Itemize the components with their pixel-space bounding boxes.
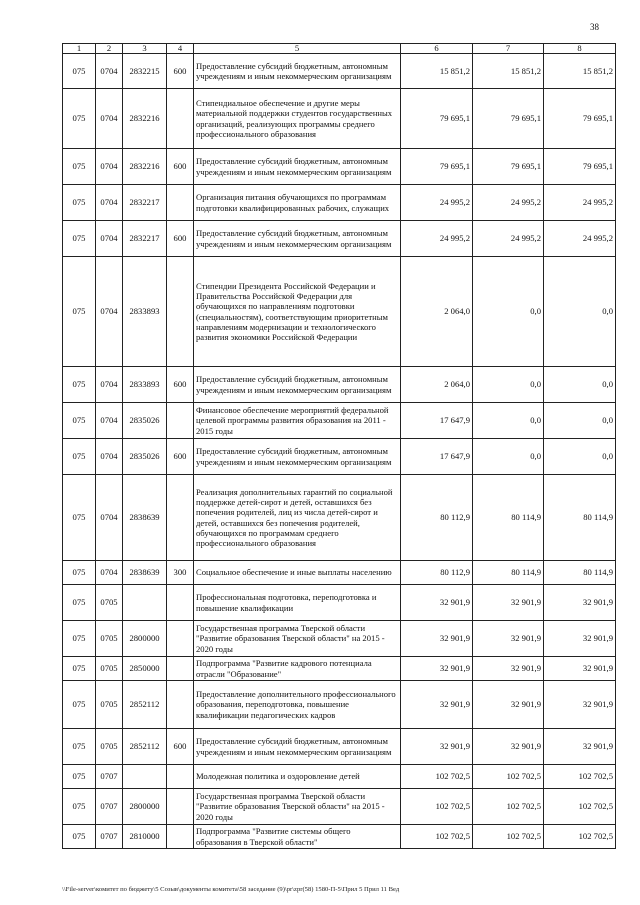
cell-section-code: 0704 [96, 149, 123, 185]
cell-value-2016: 0,0 [473, 403, 544, 439]
page-number: 38 [590, 22, 599, 32]
cell-description: Государственная программа Тверской области "Развитие образования Тверской области" на 2015 - 2020 годы [194, 789, 401, 825]
cell-value-2015: 79 695,1 [401, 149, 473, 185]
table-row [63, 403, 616, 439]
table-row [63, 789, 616, 825]
cell-expense-type [167, 789, 194, 825]
cell-target-code: 2832215 [123, 54, 167, 89]
cell-description: Профессиональная подготовка, переподготовка и повышение квалификации [194, 585, 401, 621]
cell-admin-code: 075 [63, 439, 96, 475]
cell-description: Финансовое обеспечение мероприятий федеральной целевой программы развития образования на 2011 - 2015 годы [194, 403, 401, 439]
cell-value-2015: 24 995,2 [401, 185, 473, 221]
file-path-footer: \\File-server\комитет по бюджету\5 Созыв\документы комитета\58 заседание (9)\pr\zpr(58) 1580-П-5\Прил 5 Прил 11 Вед [62, 886, 400, 893]
cell-admin-code: 075 [63, 765, 96, 789]
cell-value-2016: 0,0 [473, 257, 544, 367]
cell-value-2016: 0,0 [473, 367, 544, 403]
cell-section-code: 0704 [96, 257, 123, 367]
cell-admin-code: 075 [63, 89, 96, 149]
cell-section-code: 0704 [96, 439, 123, 475]
table-row [63, 221, 616, 257]
cell-value-2015: 32 901,9 [401, 657, 473, 681]
cell-section-code: 0704 [96, 561, 123, 585]
cell-value-2017: 24 995,2 [544, 185, 616, 221]
cell-expense-type: 600 [167, 367, 194, 403]
cell-target-code: 2838639 [123, 561, 167, 585]
header-cell: 3 [123, 44, 167, 54]
cell-description: Предоставление субсидий бюджетным, автономным учреждениям и иным некоммерческим организациям [194, 439, 401, 475]
cell-admin-code: 075 [63, 681, 96, 729]
cell-admin-code: 075 [63, 621, 96, 657]
cell-value-2017: 102 702,5 [544, 765, 616, 789]
cell-section-code: 0707 [96, 825, 123, 849]
cell-value-2016: 102 702,5 [473, 789, 544, 825]
cell-value-2015: 102 702,5 [401, 789, 473, 825]
cell-admin-code: 075 [63, 561, 96, 585]
cell-section-code: 0704 [96, 221, 123, 257]
header-cell: 6 [401, 44, 473, 54]
table-row [63, 765, 616, 789]
header-cell: 8 [544, 44, 616, 54]
cell-value-2016: 102 702,5 [473, 825, 544, 849]
table-row [63, 439, 616, 475]
table-row [63, 825, 616, 849]
cell-target-code [123, 585, 167, 621]
table-row [63, 54, 616, 89]
cell-value-2016: 32 901,9 [473, 657, 544, 681]
cell-value-2017: 79 695,1 [544, 149, 616, 185]
cell-expense-type: 600 [167, 149, 194, 185]
cell-target-code: 2835026 [123, 403, 167, 439]
cell-target-code: 2850000 [123, 657, 167, 681]
cell-value-2016: 80 114,9 [473, 561, 544, 585]
cell-target-code: 2852112 [123, 729, 167, 765]
cell-value-2017: 32 901,9 [544, 657, 616, 681]
cell-target-code: 2810000 [123, 825, 167, 849]
cell-expense-type: 600 [167, 54, 194, 89]
cell-target-code: 2832216 [123, 149, 167, 185]
header-row [63, 44, 616, 54]
cell-description: Предоставление субсидий бюджетным, автономным учреждениям и иным некоммерческим организациям [194, 367, 401, 403]
cell-value-2017: 0,0 [544, 257, 616, 367]
header-cell: 7 [473, 44, 544, 54]
cell-admin-code: 075 [63, 149, 96, 185]
cell-value-2016: 32 901,9 [473, 585, 544, 621]
cell-admin-code: 075 [63, 475, 96, 561]
cell-value-2016: 15 851,2 [473, 54, 544, 89]
cell-value-2017: 80 114,9 [544, 561, 616, 585]
cell-admin-code: 075 [63, 825, 96, 849]
cell-description: Реализация дополнительных гарантий по социальной поддержке детей-сирот и детей, оставшихся без попечения родителей, лиц из числа детей-сирот и детей, оставшихся без попечения родителей, обучающихся по программам среднего профессионального образования [194, 475, 401, 561]
cell-target-code: 2852112 [123, 681, 167, 729]
cell-description: Предоставление субсидий бюджетным, автономным учреждениям и иным некоммерческим организациям [194, 54, 401, 89]
cell-value-2015: 79 695,1 [401, 89, 473, 149]
cell-description: Организация питания обучающихся по программам подготовки квалифицированных рабочих, служащих [194, 185, 401, 221]
cell-description: Государственная программа Тверской области "Развитие образования Тверской области" на 2015 - 2020 годы [194, 621, 401, 657]
cell-value-2015: 2 064,0 [401, 367, 473, 403]
cell-target-code: 2800000 [123, 621, 167, 657]
cell-section-code: 0704 [96, 403, 123, 439]
cell-section-code: 0705 [96, 621, 123, 657]
cell-description: Стипендиальное обеспечение и другие меры материальной поддержки студентов государственных организаций, реализующих программы среднего профессионального образования [194, 89, 401, 149]
cell-value-2015: 80 112,9 [401, 475, 473, 561]
cell-value-2015: 32 901,9 [401, 681, 473, 729]
cell-expense-type [167, 681, 194, 729]
cell-value-2015: 102 702,5 [401, 765, 473, 789]
cell-value-2016: 0,0 [473, 439, 544, 475]
cell-section-code: 0707 [96, 765, 123, 789]
table-row [63, 585, 616, 621]
cell-admin-code: 075 [63, 367, 96, 403]
cell-expense-type [167, 89, 194, 149]
cell-section-code: 0707 [96, 789, 123, 825]
cell-admin-code: 075 [63, 257, 96, 367]
cell-expense-type: 600 [167, 439, 194, 475]
cell-expense-type [167, 403, 194, 439]
cell-target-code: 2800000 [123, 789, 167, 825]
table-row [63, 475, 616, 561]
cell-description: Предоставление субсидий бюджетным, автономным учреждениям и иным некоммерческим организациям [194, 729, 401, 765]
header-cell: 2 [96, 44, 123, 54]
cell-value-2017: 102 702,5 [544, 789, 616, 825]
table-row [63, 185, 616, 221]
cell-value-2015: 32 901,9 [401, 585, 473, 621]
cell-section-code: 0705 [96, 585, 123, 621]
table-row [63, 89, 616, 149]
cell-section-code: 0705 [96, 681, 123, 729]
cell-description: Предоставление дополнительного профессионального образования, переподготовка, повышение квалификации педагогических кадров [194, 681, 401, 729]
cell-expense-type [167, 585, 194, 621]
cell-target-code: 2832216 [123, 89, 167, 149]
cell-expense-type [167, 657, 194, 681]
cell-target-code [123, 765, 167, 789]
cell-value-2017: 0,0 [544, 439, 616, 475]
cell-value-2016: 80 114,9 [473, 475, 544, 561]
budget-table [62, 43, 616, 849]
cell-value-2017: 102 702,5 [544, 825, 616, 849]
cell-value-2016: 32 901,9 [473, 621, 544, 657]
cell-value-2017: 0,0 [544, 403, 616, 439]
cell-expense-type [167, 825, 194, 849]
cell-description: Предоставление субсидий бюджетным, автономным учреждениям и иным некоммерческим организациям [194, 149, 401, 185]
cell-section-code: 0705 [96, 657, 123, 681]
cell-value-2015: 32 901,9 [401, 621, 473, 657]
cell-value-2017: 15 851,2 [544, 54, 616, 89]
cell-target-code: 2832217 [123, 185, 167, 221]
cell-value-2017: 32 901,9 [544, 621, 616, 657]
cell-description: Предоставление субсидий бюджетным, автономным учреждениям и иным некоммерческим организациям [194, 221, 401, 257]
cell-admin-code: 075 [63, 789, 96, 825]
cell-expense-type: 600 [167, 221, 194, 257]
cell-value-2015: 80 112,9 [401, 561, 473, 585]
cell-value-2017: 32 901,9 [544, 585, 616, 621]
cell-expense-type: 300 [167, 561, 194, 585]
cell-admin-code: 075 [63, 729, 96, 765]
cell-value-2015: 17 647,9 [401, 403, 473, 439]
cell-value-2015: 102 702,5 [401, 825, 473, 849]
cell-description: Подпрограмма "Развитие системы общего образования в Тверской области" [194, 825, 401, 849]
cell-section-code: 0704 [96, 89, 123, 149]
cell-expense-type [167, 185, 194, 221]
cell-value-2015: 15 851,2 [401, 54, 473, 89]
cell-value-2017: 24 995,2 [544, 221, 616, 257]
cell-value-2016: 79 695,1 [473, 149, 544, 185]
header-cell: 4 [167, 44, 194, 54]
cell-description: Стипендии Президента Российской Федерации и Правительства Российской Федерации для обучающихся по направлениям подготовки (специальностям), соответствующим приоритетным направлениям модернизации и технологического развития экономики Российской Федерации [194, 257, 401, 367]
cell-admin-code: 075 [63, 657, 96, 681]
cell-admin-code: 075 [63, 54, 96, 89]
cell-expense-type [167, 257, 194, 367]
cell-value-2017: 32 901,9 [544, 681, 616, 729]
header-cell: 5 [194, 44, 401, 54]
table-row [63, 657, 616, 681]
table-row [63, 681, 616, 729]
cell-target-code: 2835026 [123, 439, 167, 475]
cell-target-code: 2838639 [123, 475, 167, 561]
cell-value-2015: 17 647,9 [401, 439, 473, 475]
cell-admin-code: 075 [63, 403, 96, 439]
table-row [63, 729, 616, 765]
cell-value-2016: 32 901,9 [473, 681, 544, 729]
cell-description: Социальное обеспечение и иные выплаты населению [194, 561, 401, 585]
table-row [63, 257, 616, 367]
cell-expense-type [167, 621, 194, 657]
cell-value-2016: 79 695,1 [473, 89, 544, 149]
header-cell: 1 [63, 44, 96, 54]
cell-value-2015: 24 995,2 [401, 221, 473, 257]
table-row [63, 367, 616, 403]
cell-section-code: 0705 [96, 729, 123, 765]
cell-expense-type [167, 765, 194, 789]
cell-value-2016: 32 901,9 [473, 729, 544, 765]
cell-target-code: 2833893 [123, 367, 167, 403]
cell-admin-code: 075 [63, 185, 96, 221]
cell-section-code: 0704 [96, 185, 123, 221]
cell-value-2016: 24 995,2 [473, 185, 544, 221]
cell-target-code: 2833893 [123, 257, 167, 367]
cell-value-2017: 0,0 [544, 367, 616, 403]
table-row [63, 621, 616, 657]
cell-description: Молодежная политика и оздоровление детей [194, 765, 401, 789]
cell-target-code: 2832217 [123, 221, 167, 257]
cell-section-code: 0704 [96, 367, 123, 403]
cell-expense-type: 600 [167, 729, 194, 765]
cell-expense-type [167, 475, 194, 561]
cell-value-2015: 32 901,9 [401, 729, 473, 765]
cell-section-code: 0704 [96, 475, 123, 561]
cell-description: Подпрограмма "Развитие кадрового потенциала отрасли "Образование" [194, 657, 401, 681]
cell-value-2017: 80 114,9 [544, 475, 616, 561]
cell-value-2016: 24 995,2 [473, 221, 544, 257]
cell-section-code: 0704 [96, 54, 123, 89]
cell-admin-code: 075 [63, 585, 96, 621]
table-row [63, 561, 616, 585]
cell-value-2017: 32 901,9 [544, 729, 616, 765]
cell-admin-code: 075 [63, 221, 96, 257]
table-row [63, 149, 616, 185]
cell-value-2017: 79 695,1 [544, 89, 616, 149]
cell-value-2016: 102 702,5 [473, 765, 544, 789]
cell-value-2015: 2 064,0 [401, 257, 473, 367]
